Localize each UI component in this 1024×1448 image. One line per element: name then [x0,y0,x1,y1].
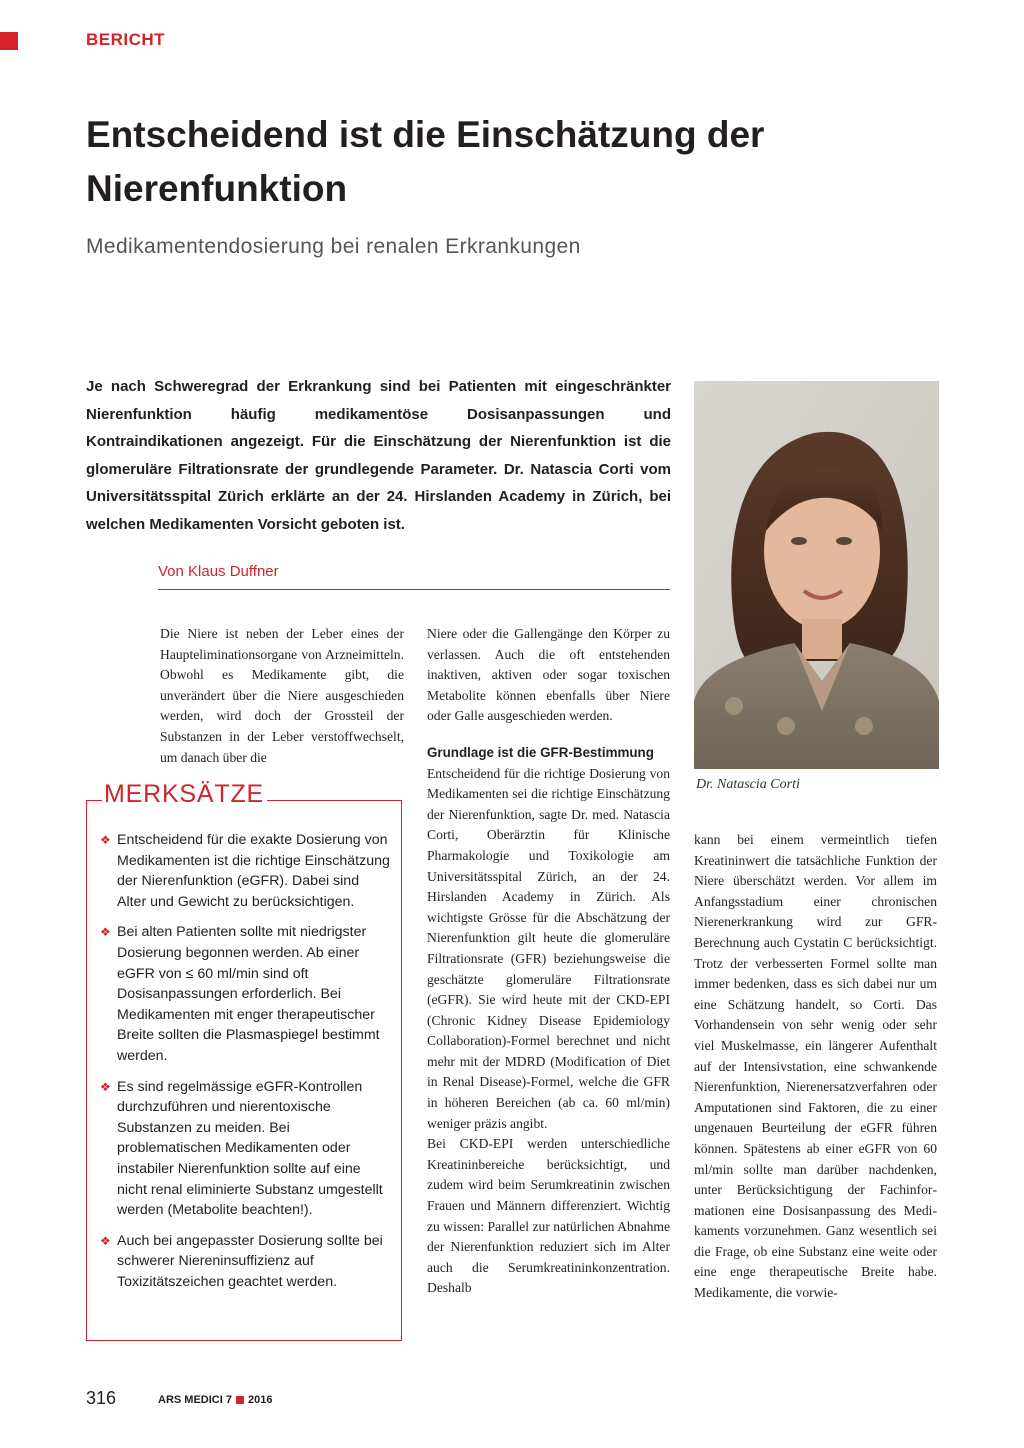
box-border-segment [267,800,401,801]
body-column-3 [694,830,937,1304]
merksaetze-list [100,830,390,1302]
photo-caption: Dr. Natascia Corti [696,777,800,792]
diamond-cluster-icon: ❖ [100,1233,111,1248]
page-number: 316 [86,1388,117,1408]
list-item-text: Auch bei angepasster Dosierung sollte bei schwerer Niereninsuffizienz auf Toxizitätszeichen geachtet werden. [117,1232,383,1290]
byline-divider [158,589,670,590]
body-paragraph: Die Niere ist neben der Leber eines der Haupteliminationsorgane von Arzneimitteln. Obwohl es Medikamente gibt, die unverändert über die Niere ausgeschieden werden, wird doch der Grossteil der Substanzen in der Leber verstoffwechselt, um danach über die [160,626,404,765]
section-marker [0,32,18,50]
article-subtitle: Medikamentendosierung bei renalen Erkrankungen [86,235,581,258]
subheading: Grundlage ist die GFR-Bestimmung [427,744,654,760]
body-paragraph: Bei CKD-EPI werden unterschiedliche Kreatininbereiche berücksichtigt, und zudem wird beim Serumkreatinin zwischen Frauen und Männern differenziert. Wichtig zu wissen: Parallel zur natürlichen Abnahme der Nierenfunktion reduziert sich im Alter auch die Serumkreatininkonzentration. Deshalb [427,1136,670,1296]
body-paragraph: Niere oder die Gallengänge den Körper zu verlassen. Auch die oft entstehenden inaktiven, aktiven oder sogar toxischen Metabolite können ebenfalls über Niere oder Galle ausgeschieden werden. [427,626,670,724]
article-lead: Je nach Schweregrad der Erkrankung sind bei Patienten mit eingeschränkter Nierenfunktion häufig medikamentöse Dosisanpassungen und Kontraindikationen angezeigt. Für die Einschätzung der Nierenfunktion ist die glomeruläre Filtrationsrate der grundlegende Parameter. Dr. Natascia Corti vom Universitätsspital Zürich erklärte an der 24. Hirslanden Academy in Zürich, bei welchen Medikamenten Vorsicht geboten ist. [86,378,671,533]
footer-square-icon [236,1396,244,1404]
article-title: Entscheidend ist die Einschätzung der Nierenfunktion [86,114,765,209]
author-portrait-photo [694,381,939,769]
body-paragraph: kann bei einem vermeintlich tiefen Kreatininwert die tatsächliche Funktion der Niere überschätzt werden. Vor allem im Anfangsstadium einer chronischen Nierenerkrankung wird zur GFR-Berechnung auch Cystatin C berücksichtigt. Trotz der verbesserten Formel sollte man immer bedenken, dass es sich dabei nur um eine Schätzung handelt, so Corti. Das Vorhandensein von sehr wenig oder sehr viel Muskelmasse, ein längerer Aufenthalt auf der Intensivstation, eine schwankende Nierenfunktion, Nierenersatzverfahren oder Amputationen sind Faktoren, die zu einer ungenauen Beurteilung der eGFR führen können. Spätestens ab einer eGFR von 60 ml/min sollte man darüber nachdenken, unter Berücksichtigung der Fachinformationen eine Dosisanpassung des Medikaments vorzunehmen. Ganz wesentlich sei die Frage, ob eine Substanz eine weite oder eine enge therapeutische Breite habe. Medikamente, die vorwie- [694,832,937,1301]
list-item-text: Entscheidend für die exakte Dosierung von Medikamenten ist die richtige Einschätzung der Nierenfunktion (eGFR). Dabei sind Alter und Gewicht zu berücksichtigen. [117,832,390,910]
list-item-text: Es sind regelmässige eGFR-Kontrollen durchzuführen und nierentoxische Substanzen zu meiden. Bei problematischen Medikamenten oder instabiler Nierenfunktion sollte auf eine nicht renal eliminierte Substanz umgestellt werden (Metabolite beachten!). [117,1078,383,1219]
box-border-segment [86,800,102,801]
list-item [100,1231,390,1293]
section-label: BERICHT [86,30,166,49]
body-column-2 [427,624,670,1299]
list-item-text: Bei alten Patienten sollte mit niedrigster Dosierung begonnen werden. Ab einer eGFR von ≤ 60 ml/min sind oft Dosisanpassungen erforderlich. Bei Medikamenten mit enger therapeutischer Breite sollten die Plasmaspiegel bestimmt werden. [117,924,380,1064]
body-column-1 [160,624,404,768]
journal-name: ARS MEDICI 7 [158,1394,232,1406]
journal-footer [158,1394,272,1406]
diamond-cluster-icon: ❖ [100,925,111,940]
byline: Von Klaus Duffner [158,563,279,580]
journal-year: 2016 [247,1394,273,1406]
body-paragraph: Entscheidend für die richtige Dosierung von Medikamenten sei die richtige Einschätzung der Nierenfunktion, sagte Dr. med. Natascia Corti, Oberärztin für Klinische Pharmakologie und Toxikologie am Universitätsspital Zürich, an der 24. Hirslanden Academy in Zürich. Als wichtigste Grösse für die Abschätzung der Nierenfunktion gilt heute die glomeruläre Filtrationsrate (GFR) beziehungsweise die geschätzte glomeruläre Filtrationsrate (eGFR). Sie wird heute mit der CKD-EPI (Chronic Kidney Disease Epidemiology Collaboration)-Formel berechnet und nicht mehr mit der MDRD (Modification of Diet in Renal Disease)-Formel, welche die GFR in höheren Bereichen (ab ca. 60 ml/min) weniger präzis angibt. [427,765,670,1131]
list-item [100,1077,390,1221]
list-item [100,922,390,1066]
diamond-cluster-icon: ❖ [100,833,111,847]
merksaetze-title: MERKSÄTZE [104,780,264,808]
diamond-cluster-icon: ❖ [100,1079,111,1094]
list-item [100,830,390,912]
